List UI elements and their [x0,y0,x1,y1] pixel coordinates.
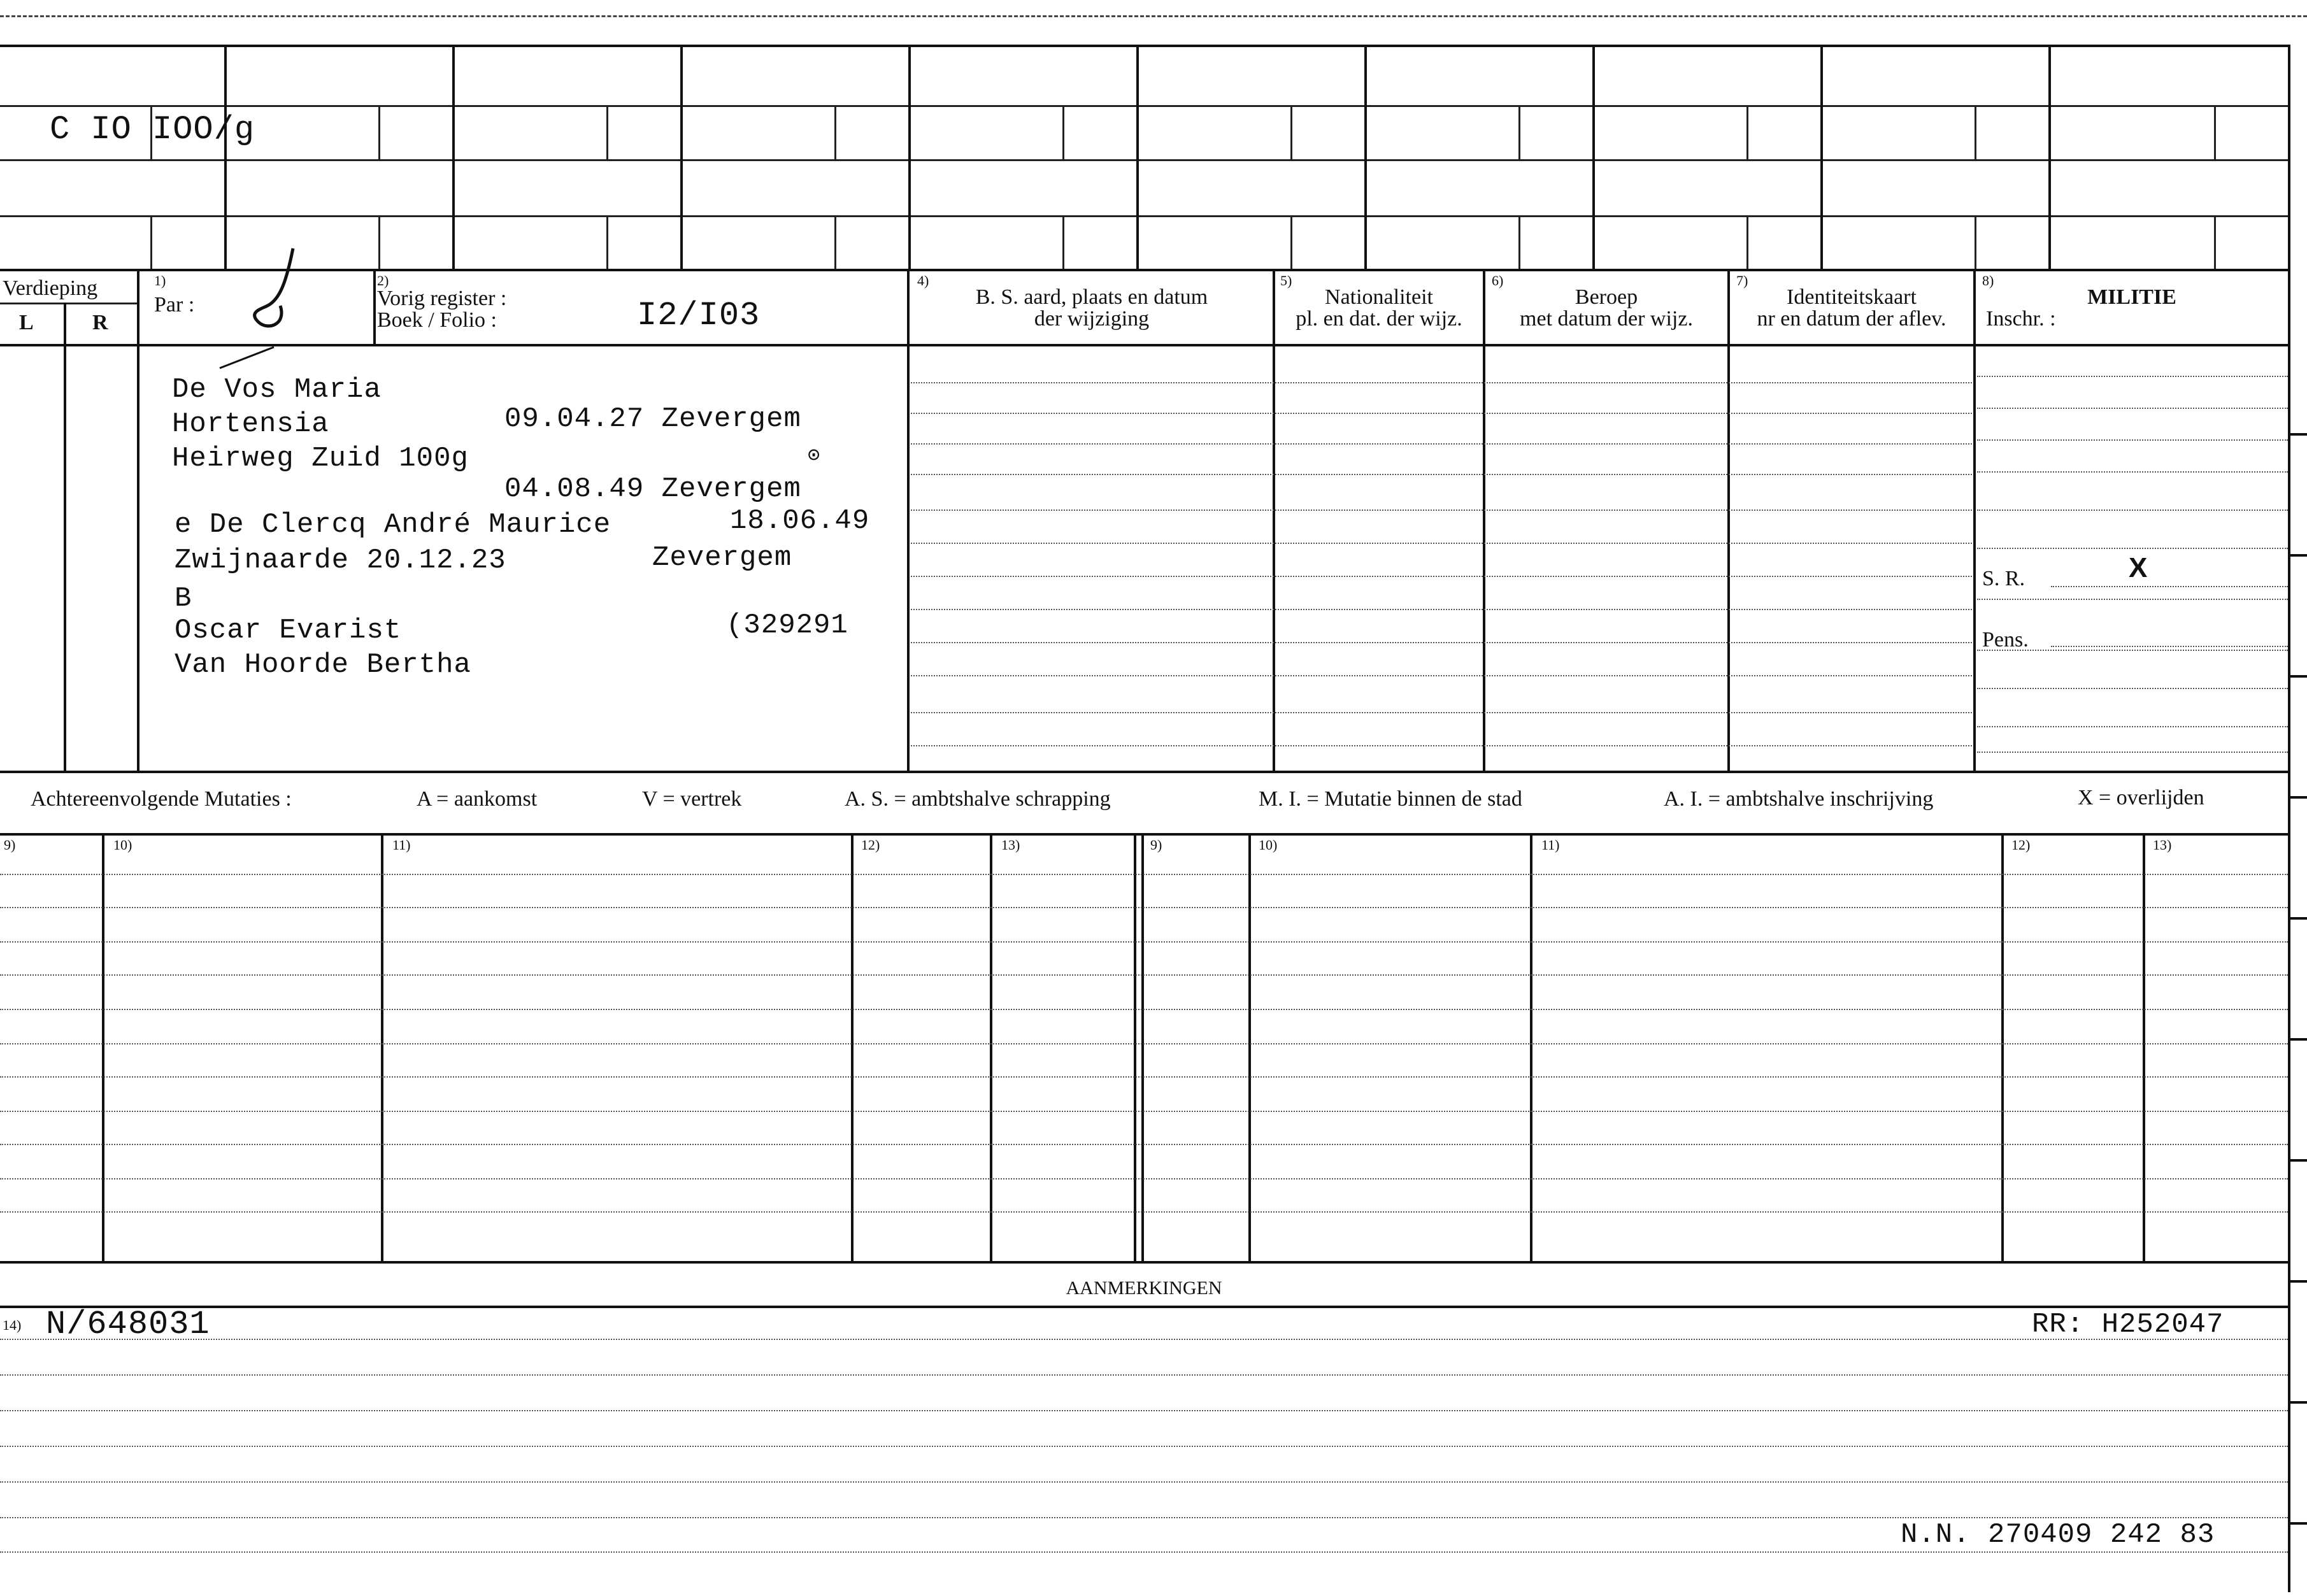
field-1-number: 1) [154,273,166,289]
col-r-label: R [92,311,108,334]
person-line-2: Hortensia [172,408,329,440]
bs-label-2: der wijziging [1034,307,1150,331]
legend-a: A = aankomst [417,787,538,811]
legend-mi: M. I. = Mutatie binnen de stad [1259,787,1522,811]
person-date-2: 04.08.49 Zevergem [504,473,801,505]
field-5-number: 5) [1280,273,1292,289]
aanmerkingen-title: AANMERKINGEN [1066,1278,1222,1299]
identiteitskaart-label-1: Identiteitskaart [1787,285,1917,309]
sr-label: S. R. [1982,567,2025,590]
col-13-right: 13) [2153,837,2172,853]
spouse-date: 18.06.49 [730,505,870,537]
col-12-right: 12) [2011,837,2031,853]
par-label: Par : [154,293,195,317]
identiteitskaart-label-2: nr en datum der aflev. [1757,307,1946,331]
spouse-birth: Zwijnaarde 20.12.23 [175,545,506,576]
inschr-label: Inschr. : [1986,307,2056,331]
beroep-label-1: Beroep [1575,285,1638,309]
col-13-left: 13) [1001,837,1020,853]
person-parent-2: Van Hoorde Bertha [175,649,471,681]
address-mark: ⊙ [808,444,821,467]
aanmerking-value: N/648031 [46,1306,210,1343]
person-address: Heirweg Zuid 100g [172,443,469,474]
col-l-label: L [19,311,34,334]
col-11-left: 11) [392,837,411,853]
beroep-label-2: met datum der wijz. [1520,307,1693,331]
mutaties-title: Achtereenvolgende Mutaties : [31,787,292,811]
field-7-number: 7) [1736,273,1748,289]
person-birth: 09.04.27 Zevergem [504,403,801,435]
militie-label: MILITIE [2087,285,2176,309]
person-spouse: e De Clercq André Maurice [175,509,611,541]
legend-ai: A. I. = ambtshalve inschrijving [1664,787,1934,811]
field-6-number: 6) [1492,273,1504,289]
boek-folio-value: I2/I03 [637,297,761,334]
person-line-b: B [175,583,192,615]
nationaliteit-label-1: Nationaliteit [1325,285,1433,309]
col-11-right: 11) [1541,837,1560,853]
person-line-1: De Vos Maria [172,374,382,406]
sr-value: X [2129,552,2148,583]
top-edge [0,15,2307,17]
spouse-place: Zevergem [652,542,792,574]
boek-folio-label: Boek / Folio : [377,308,497,332]
col-10-right: 10) [1259,837,1278,853]
field-8-number: 8) [1982,273,1994,289]
col-12-left: 12) [861,837,880,853]
field-4-number: 4) [917,273,929,289]
bs-label-1: B. S. aard, plaats en datum [975,285,1208,309]
vorig-register-label: Vorig register : [377,287,507,310]
file-code: C IO IOO/g [50,111,255,148]
pens-label: Pens. [1982,628,2029,652]
col-10-left: 10) [113,837,132,853]
legend-x: X = overlijden [2078,786,2204,809]
legend-v: V = vertrek [642,787,742,811]
person-parent-1: Oscar Evarist [175,615,402,646]
handwritten-mark [210,242,312,376]
col-9-left: 9) [4,837,16,853]
nationaliteit-label-2: pl. en dat. der wijz. [1296,307,1462,331]
field-14-number: 14) [3,1317,22,1333]
nn-number: N.N. 270409 242 83 [1901,1519,2215,1551]
legend-as: A. S. = ambtshalve schrapping [845,787,1111,811]
col-9-right: 9) [1150,837,1162,853]
rr-number: RR: H252047 [2032,1309,2224,1341]
verdieping-label: Verdieping [3,276,98,300]
field-2-number: 2) [377,273,389,289]
person-number: (329291 [726,609,848,641]
